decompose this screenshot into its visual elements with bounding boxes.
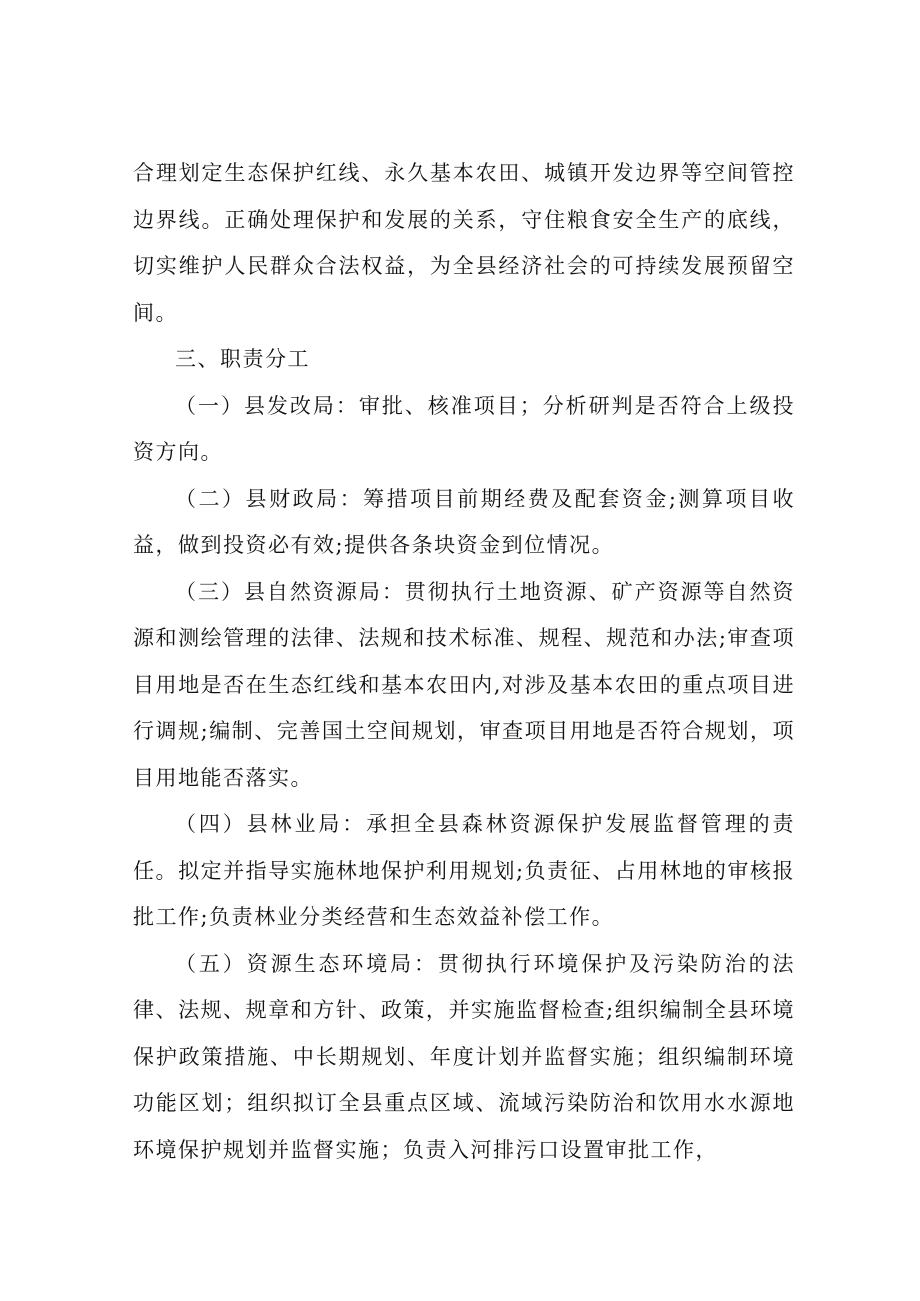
paragraph-natural-resources-bureau: （三）县自然资源局：贯彻执行土地资源、矿产资源等自然资源和测绘管理的法律、法规和技术标准、规程、规范和办法;审查项目用地是否在生态红线和基本农田内,对涉及基本农田的重点项目进行调规;编制、完善国土空间规划，审查项目用地是否符合规划，项目用地能否落实。: [133, 579, 795, 790]
document-body: [133, 150, 795, 1173]
paragraph-finance-bureau: （二）县财政局：筹措项目前期经费及配套资金;测算项目收益，做到投资必有效;提供各条块资金到位情况。: [133, 486, 795, 557]
paragraph-development-reform-bureau: （一）县发改局：审批、核准项目；分析研判是否符合上级投资方向。: [133, 393, 795, 464]
paragraph-ecological-environment-bureau: （五）资源生态环境局：贯彻执行环境保护及污染防治的法律、法规、规章和方针、政策，并实施监督检查;组织编制全县环境保护政策措施、中长期规划、年度计划并监督实施；组织编制环境功能区划；组织拟订全县重点区域、流域污染防治和饮用水水源地环境保护规划并监督实施；负责入河排污口设置审批工作，: [133, 951, 795, 1162]
section-heading-responsibilities: 三、职责分工: [175, 347, 310, 371]
paragraph-continuation: 合理划定生态保护红线、永久基本农田、城镇开发边界等空间管控边界线。正确处理保护和发展的关系，守住粮食安全生产的底线，切实维护人民群众合法权益，为全县经济社会的可持续发展预留空间。: [133, 161, 795, 325]
paragraph-forestry-bureau: （四）县林业局：承担全县森林资源保护发展监督管理的责任。拟定并指导实施林地保护利用规划;负责征、占用林地的审核报批工作;负责林业分类经营和生态效益补偿工作。: [133, 812, 795, 929]
